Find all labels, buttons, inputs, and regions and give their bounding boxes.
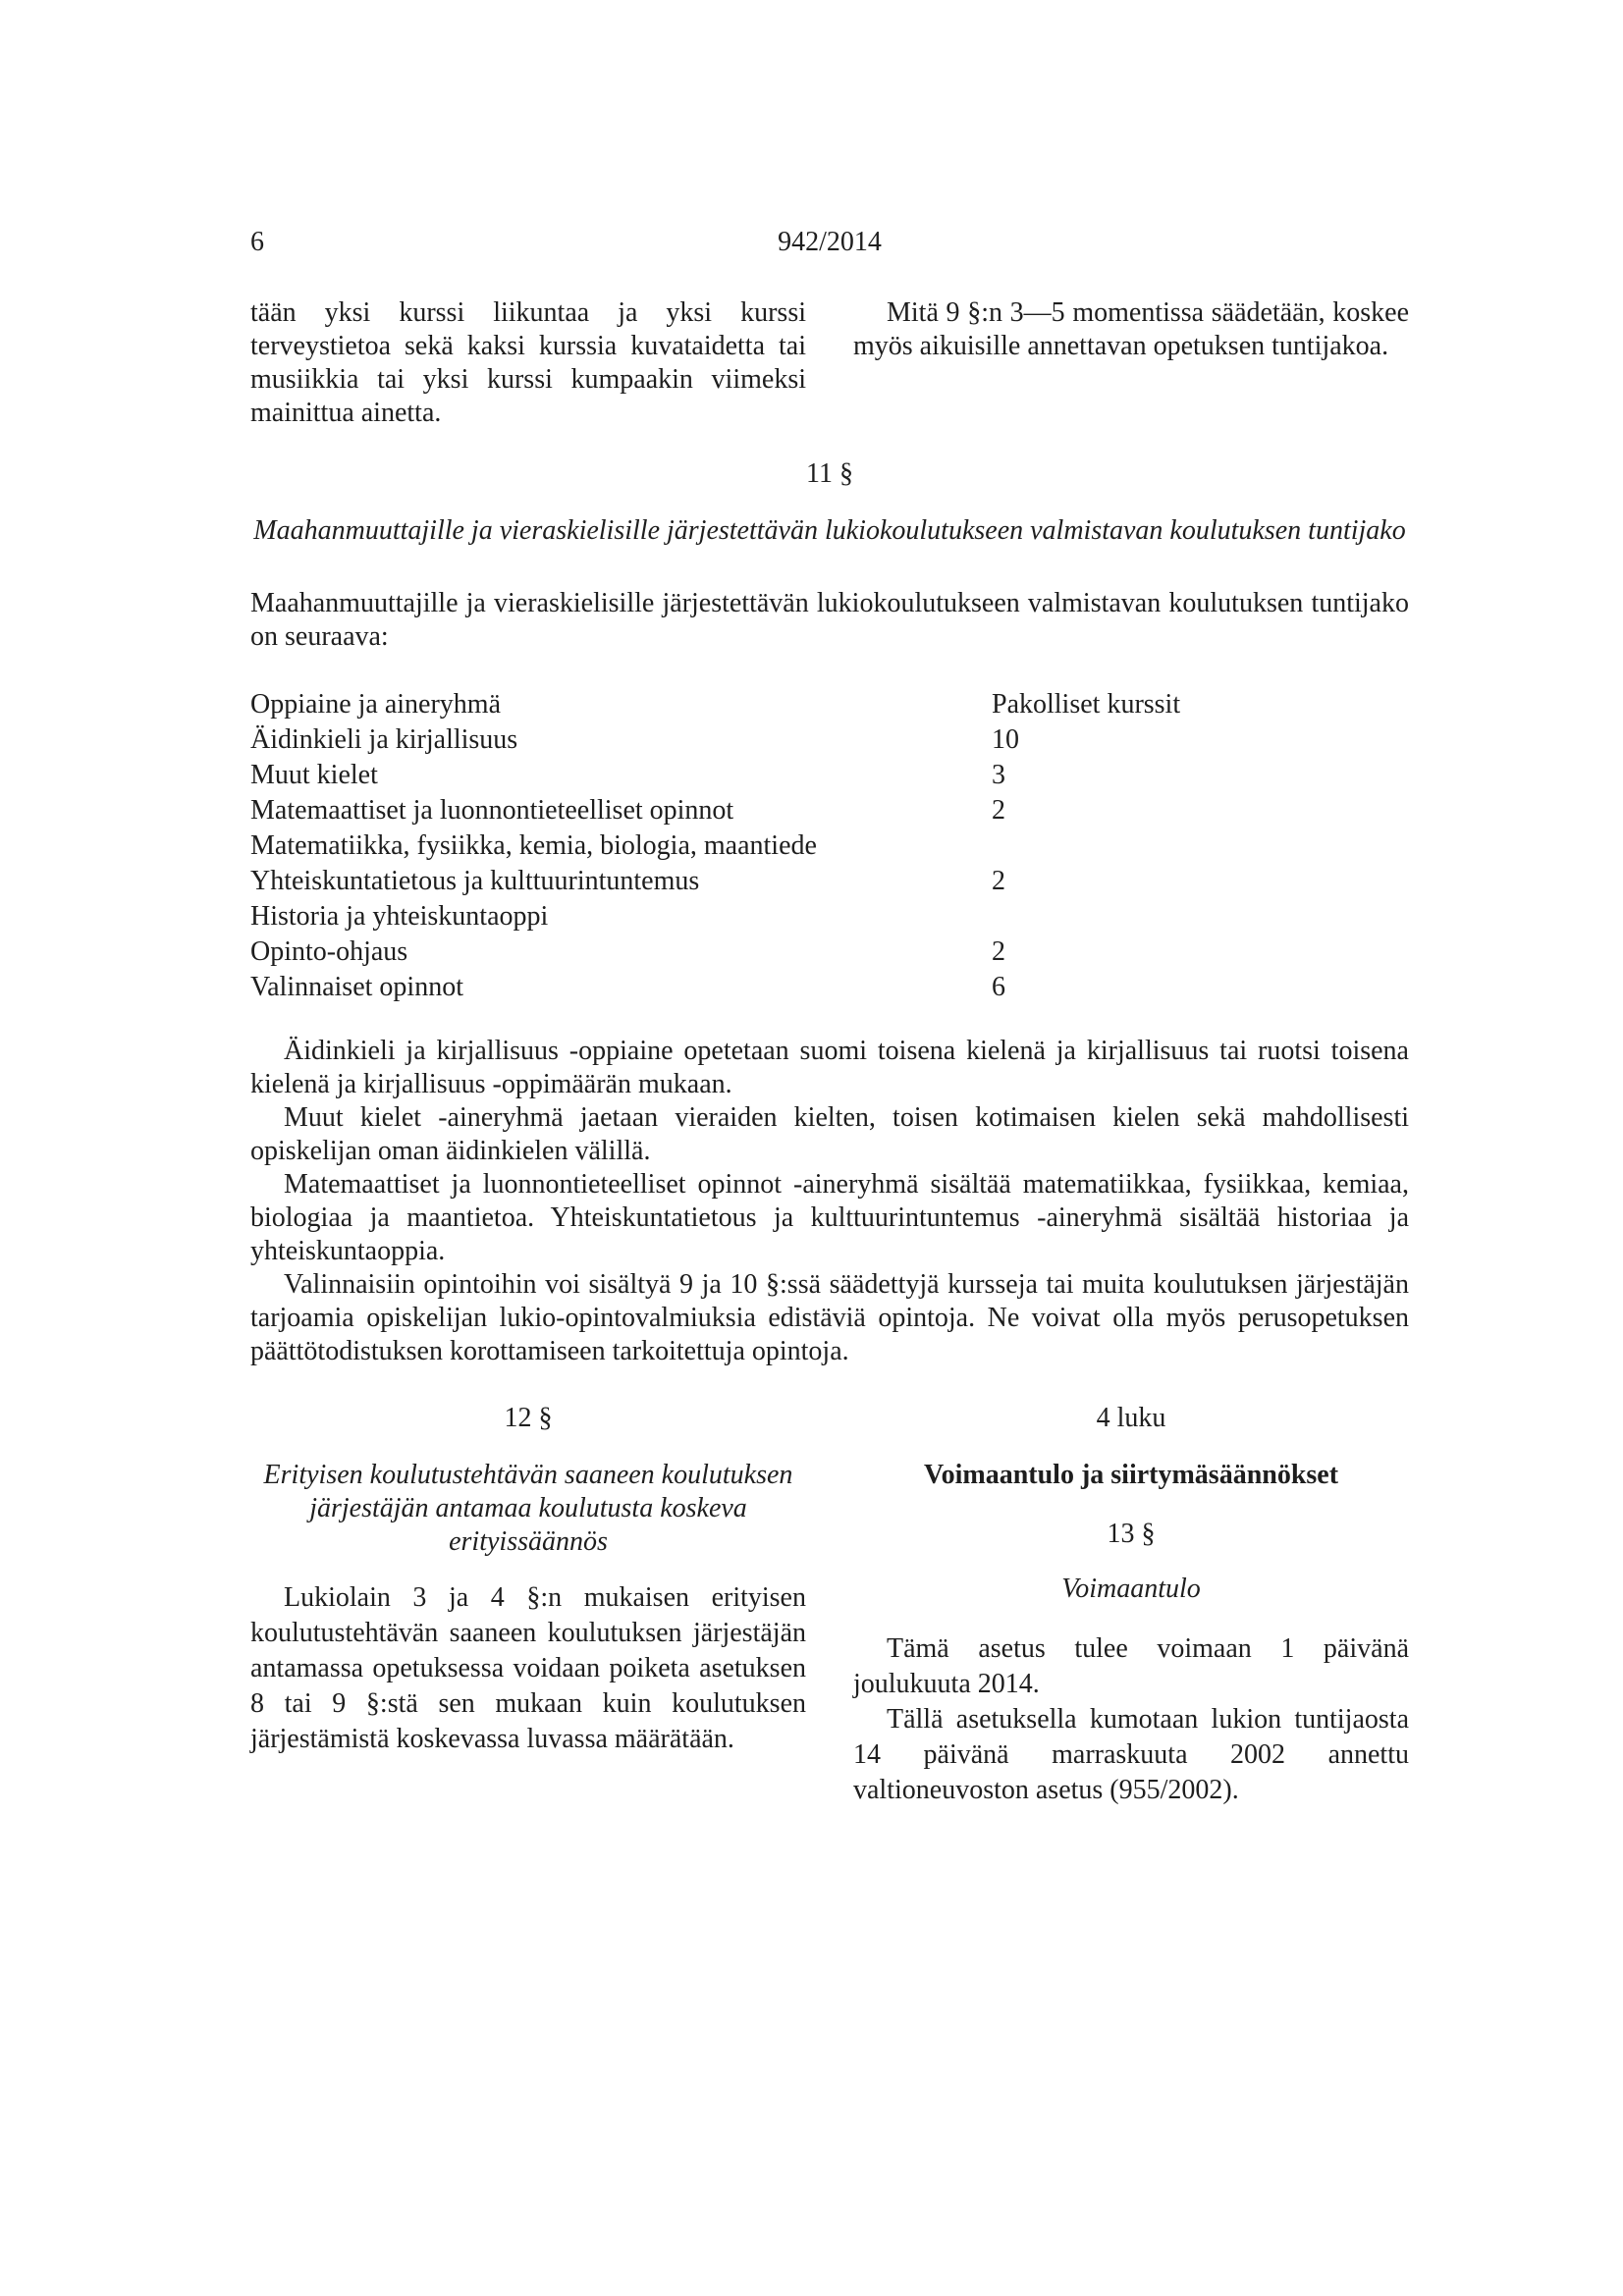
table-cell-value: 6 (992, 972, 1005, 1002)
table-cell-subject: Historia ja yhteiskuntaoppi (250, 901, 549, 932)
section-13-title: Voimaantulo (1061, 1574, 1201, 1604)
section-12-body: Lukiolain 3 ja 4 §:n mukaisen erityisen koulutustehtävän saaneen koulutuksen järjestäjän antamassa opetuksessa voidaan poiketa asetuksen 8 tai 9 §:stä sen mukaan kuin koulutuksen järjestämistä koskevassa luvassa määrätään. (250, 1582, 806, 1754)
table-row (250, 899, 1409, 934)
document-number: 942/2014 (778, 227, 882, 257)
table-row (250, 970, 1409, 1005)
table-header-row (250, 687, 1409, 722)
chapter-4-title: Voimaantulo ja siirtymäsäännökset (923, 1460, 1339, 1490)
table-cell-subject: Matemaattiset ja luonnontieteelliset opinnot (250, 795, 734, 826)
section-12-number: 12 § (504, 1403, 553, 1433)
chapter-4 (853, 1402, 1409, 1805)
section-13-number: 13 § (1107, 1519, 1156, 1549)
table-row (250, 934, 1409, 970)
table-row (250, 828, 1409, 864)
table-header-subject: Oppiaine ja aineryhmä (250, 689, 502, 720)
page-number: 6 (250, 227, 264, 257)
body-paragraph-4: Valinnaisiin opintoihin voi sisältyä 9 ja 10 §:ssä säädettyjä kursseja tai muita koulutuksen järjestäjän tarjoamia opiskelijan lukio-opintovalmiuksia edistäviä opintoja. Ne voivat olla myös perusopetuksen päättötodistuksen korottamiseen tarkoitettuja opintoja. (250, 1269, 1409, 1366)
table-cell-value: 2 (992, 795, 1005, 826)
body-paragraph-2: Muut kielet -aineryhmä jaetaan vieraiden kielten, toisen kotimaisen kielen sekä mahdollisesti opiskelijan oman äidinkielen välillä. (250, 1102, 1409, 1166)
table-cell-subject: Äidinkieli ja kirjallisuus (250, 724, 518, 755)
page-header (250, 226, 1409, 259)
table-row (250, 793, 1409, 828)
table-cell-value: 2 (992, 866, 1005, 896)
body-paragraph-1: Äidinkieli ja kirjallisuus -oppiaine opetetaan suomi toisena kielenä ja kirjallisuus tai ruotsi toisena kielenä ja kirjallisuus -oppimäärän mukaan. (250, 1036, 1409, 1099)
section-13-paragraph-2: Tällä asetuksella kumotaan lukion tuntijaosta 14 päivänä marraskuuta 2002 annettu valtioneuvoston asetus (955/2002). (853, 1704, 1409, 1805)
table-row (250, 758, 1409, 793)
section-11-intro: Maahanmuuttajille ja vieraskielisille järjestettävän lukiokoulutukseen valmistavan koulutuksen tuntijako on seuraava: (250, 588, 1409, 652)
body-paragraphs (250, 1035, 1409, 1368)
table-cell-value: 10 (992, 724, 1019, 755)
table-cell-value: 3 (992, 760, 1005, 790)
table-header-value: Pakolliset kurssit (992, 689, 1181, 720)
table-cell-subject: Opinto-ohjaus (250, 936, 408, 967)
table-cell-subject: Valinnaiset opinnot (250, 972, 463, 1002)
table-cell-value: 2 (992, 936, 1005, 967)
body-paragraph-3: Matemaattiset ja luonnontieteelliset opinnot -aineryhmä sisältää matematiikkaa, fysiikkaa, kemiaa, biologiaa ja maantietoa. Yhteiskuntatietous ja kulttuurintuntemus -aineryhmä sisältää historiaa ja yhteiskuntaoppia. (250, 1169, 1409, 1266)
section-12-title: Erityisen koulutustehtävän saaneen koulutuksen järjestäjän antamaa koulutusta koskeva erityissäännös (263, 1460, 793, 1557)
course-table (250, 687, 1409, 1005)
table-cell-subject: Yhteiskuntatietous ja kulttuurintuntemus (250, 866, 700, 896)
top-left-column-paragraph: tään yksi kurssi liikuntaa ja yksi kurssi terveystietoa sekä kaksi kurssia kuvataidetta tai musiikkia tai yksi kurssi kumpaakin viimeksi mainittua ainetta. (250, 297, 806, 428)
section-11-number: 11 § (806, 458, 853, 489)
table-row (250, 864, 1409, 899)
section-13-paragraph-1: Tämä asetus tulee voimaan 1 päivänä joulukuuta 2014. (853, 1633, 1409, 1699)
top-right-column-paragraph: Mitä 9 §:n 3—5 momentissa säädetään, koskee myös aikuisille annettavan opetuksen tuntijakoa. (853, 297, 1409, 361)
section-12 (250, 1402, 806, 1754)
chapter-4-number: 4 luku (1096, 1403, 1166, 1433)
table-cell-subject: Muut kielet (250, 760, 378, 790)
section-11-title: Maahanmuuttajille ja vieraskielisille järjestettävän lukiokoulutukseen valmistavan koulutuksen tuntijako (253, 515, 1406, 546)
section-13-body (853, 1631, 1409, 1808)
table-cell-subject: Matematiikka, fysiikka, kemia, biologia, maantiede (250, 830, 817, 861)
table-row (250, 722, 1409, 758)
